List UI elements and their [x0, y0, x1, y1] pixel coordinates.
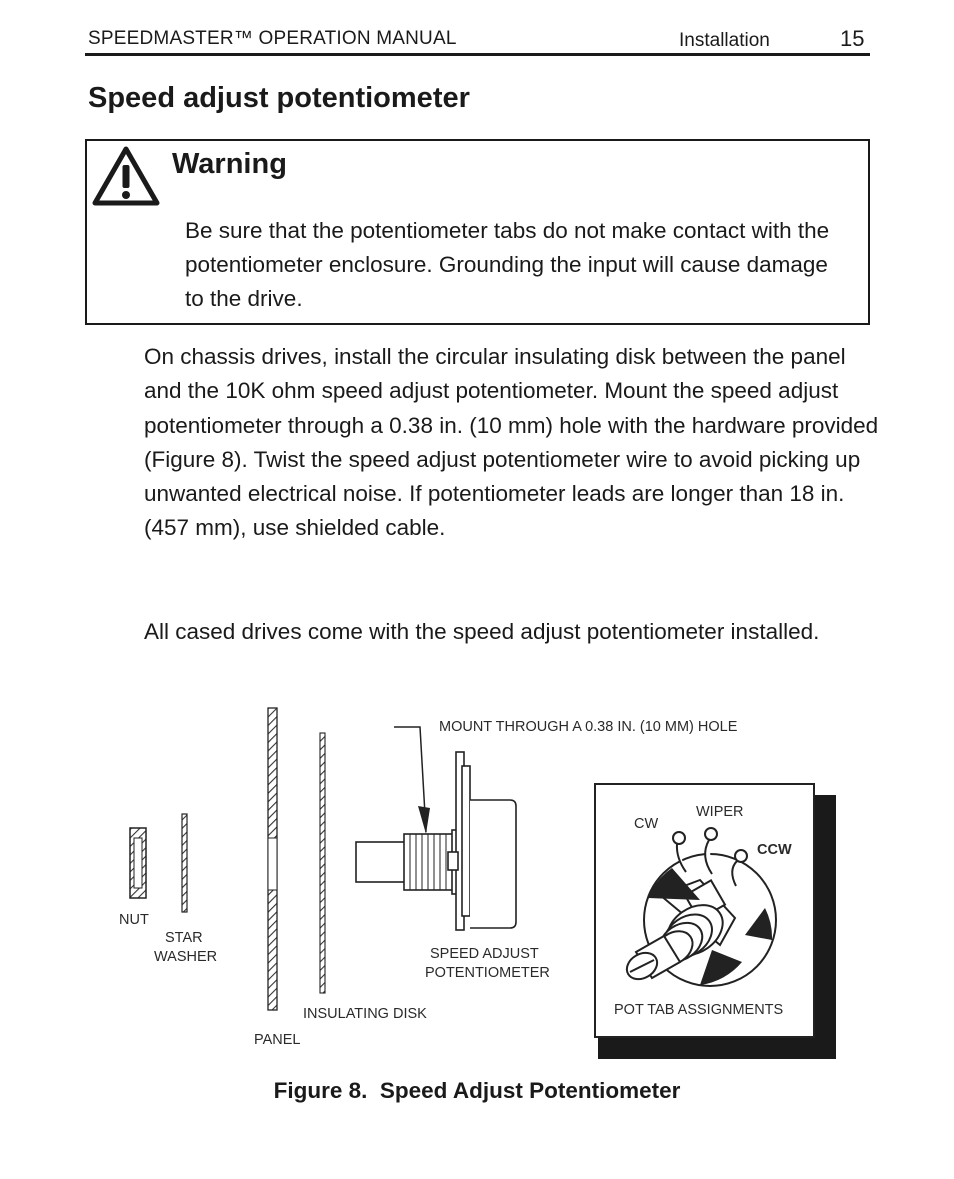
panel-label: PANEL [254, 1032, 301, 1048]
page-number: 15 [840, 26, 865, 51]
potentiometer-drawing [356, 752, 516, 930]
warning-triangle-icon [91, 145, 161, 207]
insulating-disk-drawing [320, 733, 325, 993]
mount-label: MOUNT THROUGH A 0.38 IN. (10 MM) HOLE [439, 719, 738, 735]
ccw-label: CCW [757, 842, 792, 858]
panel-drawing [268, 708, 277, 1010]
header-rule [85, 53, 870, 56]
body-paragraph-chassis: On chassis drives, install the circular insulating disk between the panel and the 10K ohm speed adjust potentiometer. Mount the speed adjust potentiometer through a 0.38 in. (10 mm) hole with the hardware provided (Figure 8). Twist the speed adjust potentiometer wire to avoid picking up unwanted electrical noise. If potentiometer leads are longer than 18 in. (457 mm), use shielded cable. [144, 344, 879, 541]
section-title: Speed adjust potentiometer [88, 82, 470, 114]
body-paragraph-cased: All cased drives come with the speed adjust potentiometer installed. [144, 619, 820, 644]
warning-title: Warning [172, 148, 287, 180]
star-washer-label-1: STAR [165, 930, 203, 946]
pot-tab-inset [595, 784, 836, 1059]
warning-body: Be sure that the potentiometer tabs do not make contact with the potentiometer enclosure. Grounding the input will cause damage to the drive. [185, 218, 830, 311]
nut-drawing [130, 828, 146, 898]
cw-label: CW [634, 816, 659, 832]
star-washer-label-2: WASHER [154, 949, 218, 965]
section-name: Installation [679, 30, 770, 51]
potentiometer-figure [0, 690, 954, 1080]
star-washer-drawing [182, 814, 187, 912]
wiper-label: WIPER [696, 804, 744, 820]
pot-label-2: POTENTIOMETER [425, 965, 550, 981]
manual-title: SPEEDMASTER™ OPERATION MANUAL [88, 28, 457, 49]
pot-label-1: SPEED ADJUST [430, 946, 539, 962]
insulating-disk-label: INSULATING DISK [303, 1006, 427, 1022]
nut-label: NUT [119, 912, 149, 928]
figure-caption: Figure 8. Speed Adjust Potentiometer [273, 1078, 681, 1103]
mount-arrowhead [418, 806, 430, 834]
pot-tab-label: POT TAB ASSIGNMENTS [614, 1002, 784, 1018]
